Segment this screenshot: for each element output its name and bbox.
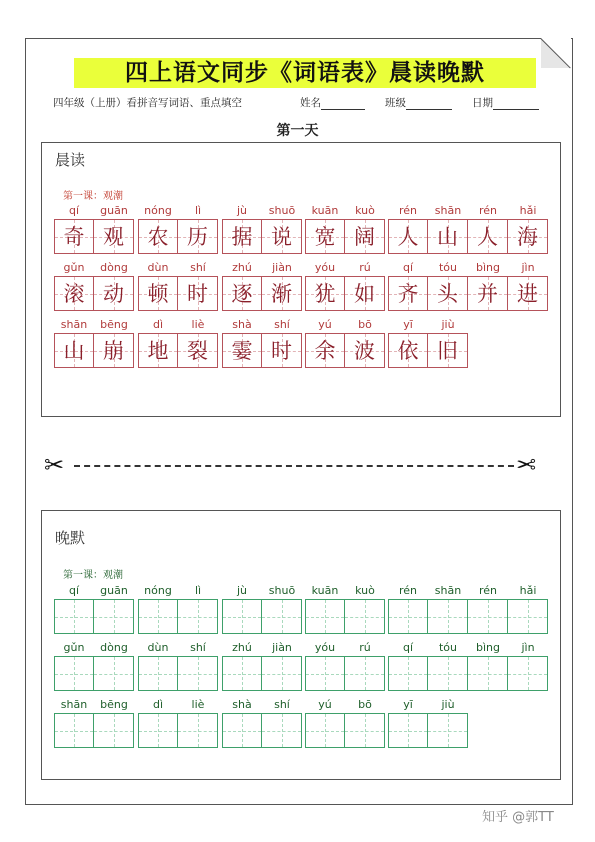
- pinyin-label: rén: [398, 204, 418, 217]
- hanzi-character: 崩: [103, 339, 124, 363]
- writing-cell[interactable]: [54, 713, 94, 748]
- writing-cell[interactable]: [94, 656, 134, 691]
- hanzi-character: 农: [147, 225, 169, 249]
- writing-cell: [262, 276, 302, 311]
- hanzi-character: 逐: [231, 282, 253, 306]
- morning-reading-panel: [41, 142, 561, 417]
- pinyin-label: jiù: [441, 318, 455, 331]
- pinyin-label: tóu: [438, 641, 457, 654]
- hanzi-character: 动: [103, 282, 124, 306]
- writing-cell: [388, 333, 428, 368]
- pinyin-label: rú: [359, 641, 371, 654]
- hanzi-character: 犹: [314, 282, 336, 306]
- writing-cell[interactable]: [428, 656, 468, 691]
- pinyin-label: rú: [359, 261, 371, 274]
- date-blank[interactable]: [493, 97, 539, 110]
- name-blank[interactable]: [321, 97, 365, 110]
- writing-cell: [345, 333, 385, 368]
- hanzi-character: 时: [271, 339, 292, 363]
- hanzi-character: 齐: [397, 282, 419, 306]
- morning-lesson-title: 第一课：观潮: [63, 191, 123, 202]
- writing-cell[interactable]: [262, 713, 302, 748]
- pinyin-label: shí: [190, 641, 206, 654]
- hanzi-character: 裂: [187, 339, 208, 363]
- writing-cell: [468, 219, 508, 254]
- pinyin-label: bìng: [476, 261, 500, 274]
- hanzi-character: 顿: [147, 282, 169, 306]
- writing-cell: [508, 219, 548, 254]
- writing-cell: [178, 219, 218, 254]
- pinyin-label: shān: [434, 204, 462, 217]
- pinyin-label: jiàn: [272, 261, 292, 274]
- writing-cell[interactable]: [388, 713, 428, 748]
- writing-cell: [94, 333, 134, 368]
- writing-cell[interactable]: [345, 713, 385, 748]
- writing-cell: [305, 219, 345, 254]
- hanzi-character: 波: [354, 339, 375, 363]
- writing-cell: [222, 333, 262, 368]
- writing-cell[interactable]: [428, 599, 468, 634]
- pinyin-label: yóu: [314, 261, 336, 274]
- hanzi-character: 如: [354, 282, 375, 306]
- pinyin-label: bō: [358, 318, 372, 331]
- pinyin-label: yī: [403, 698, 413, 711]
- pinyin-label: gǔn: [63, 641, 85, 654]
- pinyin-label: shà: [232, 698, 252, 711]
- writing-cell: [345, 276, 385, 311]
- pinyin-label: kuān: [311, 584, 339, 597]
- writing-cell: [222, 219, 262, 254]
- class-blank[interactable]: [406, 97, 452, 110]
- writing-cell[interactable]: [178, 713, 218, 748]
- writing-cell: [54, 219, 94, 254]
- writing-cell[interactable]: [508, 656, 548, 691]
- pinyin-label: guān: [100, 584, 128, 597]
- pinyin-label: yú: [318, 698, 332, 711]
- writing-cell[interactable]: [94, 713, 134, 748]
- pinyin-label: dì: [152, 698, 164, 711]
- pinyin-label: hǎi: [519, 204, 537, 217]
- writing-cell: [178, 276, 218, 311]
- hanzi-character: 人: [477, 225, 498, 249]
- hanzi-character: 渐: [271, 282, 292, 306]
- writing-cell[interactable]: [305, 599, 345, 634]
- hanzi-character: 滚: [63, 282, 85, 306]
- watermark: 知乎 @郭TT: [482, 810, 554, 825]
- writing-cell[interactable]: [345, 599, 385, 634]
- evening-dictation-panel: [41, 510, 561, 780]
- writing-cell[interactable]: [345, 656, 385, 691]
- hanzi-character: 宽: [314, 225, 336, 249]
- hanzi-character: 人: [397, 225, 419, 249]
- cut-line: [74, 465, 514, 467]
- hanzi-character: 奇: [63, 225, 85, 249]
- pinyin-label: gǔn: [63, 261, 85, 274]
- pinyin-label: jìn: [521, 641, 535, 654]
- morning-label: 晨读: [55, 151, 86, 169]
- hanzi-character: 山: [63, 339, 85, 363]
- hanzi-character: 说: [271, 225, 292, 249]
- pinyin-label: yú: [318, 318, 332, 331]
- pinyin-label: qí: [402, 261, 414, 274]
- hanzi-character: 霎: [231, 339, 253, 363]
- hanzi-character: 海: [517, 225, 538, 249]
- pinyin-label: hǎi: [519, 584, 537, 597]
- writing-cell[interactable]: [222, 656, 262, 691]
- pinyin-label: jiù: [441, 698, 455, 711]
- hanzi-character: 据: [231, 225, 253, 249]
- pinyin-label: shí: [190, 261, 206, 274]
- writing-cell: [222, 276, 262, 311]
- pinyin-label: shuō: [268, 584, 296, 597]
- writing-cell[interactable]: [54, 656, 94, 691]
- hanzi-character: 依: [397, 339, 419, 363]
- hanzi-character: 并: [477, 282, 498, 306]
- writing-cell[interactable]: [388, 599, 428, 634]
- pinyin-label: kuān: [311, 204, 339, 217]
- pinyin-label: jù: [236, 584, 248, 597]
- pinyin-label: guān: [100, 204, 128, 217]
- pinyin-label: bēng: [100, 318, 128, 331]
- writing-cell: [54, 333, 94, 368]
- hanzi-character: 进: [517, 282, 538, 306]
- pinyin-label: qí: [402, 641, 414, 654]
- pinyin-label: dùn: [147, 641, 169, 654]
- pinyin-label: dì: [152, 318, 164, 331]
- worksheet-title: 四上语文同步《词语表》晨读晚默: [74, 58, 536, 88]
- hanzi-character: 时: [187, 282, 208, 306]
- pinyin-label: shān: [434, 584, 462, 597]
- writing-cell[interactable]: [178, 656, 218, 691]
- pinyin-label: qí: [68, 204, 80, 217]
- pinyin-label: liè: [191, 698, 205, 711]
- pinyin-label: nóng: [144, 584, 172, 597]
- pinyin-label: shuō: [268, 204, 296, 217]
- pinyin-label: lì: [194, 584, 202, 597]
- writing-cell: [54, 276, 94, 311]
- pinyin-label: jìn: [521, 261, 535, 274]
- pinyin-label: bō: [358, 698, 372, 711]
- writing-cell: [94, 219, 134, 254]
- writing-cell[interactable]: [305, 713, 345, 748]
- writing-cell: [508, 276, 548, 311]
- date-field: [472, 95, 539, 110]
- writing-cell[interactable]: [262, 599, 302, 634]
- pinyin-label: shà: [232, 318, 252, 331]
- writing-cell: [262, 333, 302, 368]
- hanzi-character: 观: [103, 225, 124, 249]
- worksheet-subtitle: 四年级（上册）看拼音写词语、重点填空: [53, 97, 242, 109]
- class-field: [385, 95, 452, 110]
- name-label: 姓名: [300, 97, 321, 109]
- hanzi-character: 头: [437, 282, 458, 306]
- date-label: 日期: [472, 97, 493, 109]
- writing-cell[interactable]: [222, 599, 262, 634]
- scissors-icon: ✂: [516, 451, 537, 479]
- writing-cell: [428, 276, 468, 311]
- pinyin-label: kuò: [355, 204, 375, 217]
- writing-cell: [262, 219, 302, 254]
- writing-cell: [345, 219, 385, 254]
- pinyin-label: nóng: [144, 204, 172, 217]
- pinyin-label: rén: [478, 584, 498, 597]
- writing-cell[interactable]: [428, 713, 468, 748]
- writing-cell: [305, 333, 345, 368]
- pinyin-label: yóu: [314, 641, 336, 654]
- pinyin-label: bìng: [476, 641, 500, 654]
- writing-cell: [138, 333, 178, 368]
- pinyin-label: lì: [194, 204, 202, 217]
- writing-cell[interactable]: [388, 656, 428, 691]
- pinyin-label: tóu: [438, 261, 457, 274]
- pinyin-label: shān: [60, 318, 88, 331]
- pinyin-label: jiàn: [272, 641, 292, 654]
- writing-cell: [138, 276, 178, 311]
- pinyin-label: liè: [191, 318, 205, 331]
- writing-cell[interactable]: [468, 599, 508, 634]
- pinyin-label: jù: [236, 204, 248, 217]
- writing-cell: [468, 276, 508, 311]
- pinyin-label: yī: [403, 318, 413, 331]
- writing-cell: [428, 333, 468, 368]
- day-heading: 第一天: [276, 123, 319, 139]
- pinyin-label: shān: [60, 698, 88, 711]
- pinyin-label: dòng: [100, 641, 128, 654]
- hanzi-character: 山: [437, 225, 458, 249]
- writing-cell: [138, 219, 178, 254]
- writing-cell[interactable]: [178, 599, 218, 634]
- pinyin-label: kuò: [355, 584, 375, 597]
- hanzi-character: 旧: [437, 339, 458, 363]
- pinyin-label: shí: [274, 698, 290, 711]
- writing-cell: [428, 219, 468, 254]
- writing-cell[interactable]: [54, 599, 94, 634]
- hanzi-character: 历: [187, 225, 208, 249]
- pinyin-label: rén: [398, 584, 418, 597]
- writing-cell: [305, 276, 345, 311]
- writing-cell[interactable]: [94, 599, 134, 634]
- writing-cell: [388, 276, 428, 311]
- writing-cell[interactable]: [262, 656, 302, 691]
- scissors-icon: ✂: [44, 451, 65, 479]
- pinyin-label: rén: [478, 204, 498, 217]
- writing-cell: [388, 219, 428, 254]
- name-field: [300, 95, 365, 110]
- pinyin-label: shí: [274, 318, 290, 331]
- pinyin-label: qí: [68, 584, 80, 597]
- writing-cell: [94, 276, 134, 311]
- pinyin-label: dòng: [100, 261, 128, 274]
- pinyin-label: dùn: [147, 261, 169, 274]
- writing-cell[interactable]: [222, 713, 262, 748]
- pinyin-label: zhú: [232, 261, 252, 274]
- pinyin-label: zhú: [232, 641, 252, 654]
- hanzi-character: 阔: [354, 225, 375, 249]
- hanzi-character: 地: [147, 339, 169, 363]
- writing-cell[interactable]: [508, 599, 548, 634]
- hanzi-character: 余: [314, 339, 336, 363]
- evening-lesson-title: 第一课：观潮: [63, 570, 123, 581]
- writing-cell[interactable]: [468, 656, 508, 691]
- writing-cell[interactable]: [138, 713, 178, 748]
- evening-label: 晚默: [55, 529, 86, 547]
- writing-cell: [178, 333, 218, 368]
- pinyin-label: bēng: [100, 698, 128, 711]
- writing-cell[interactable]: [305, 656, 345, 691]
- class-label: 班级: [385, 97, 406, 109]
- writing-cell[interactable]: [138, 599, 178, 634]
- writing-cell[interactable]: [138, 656, 178, 691]
